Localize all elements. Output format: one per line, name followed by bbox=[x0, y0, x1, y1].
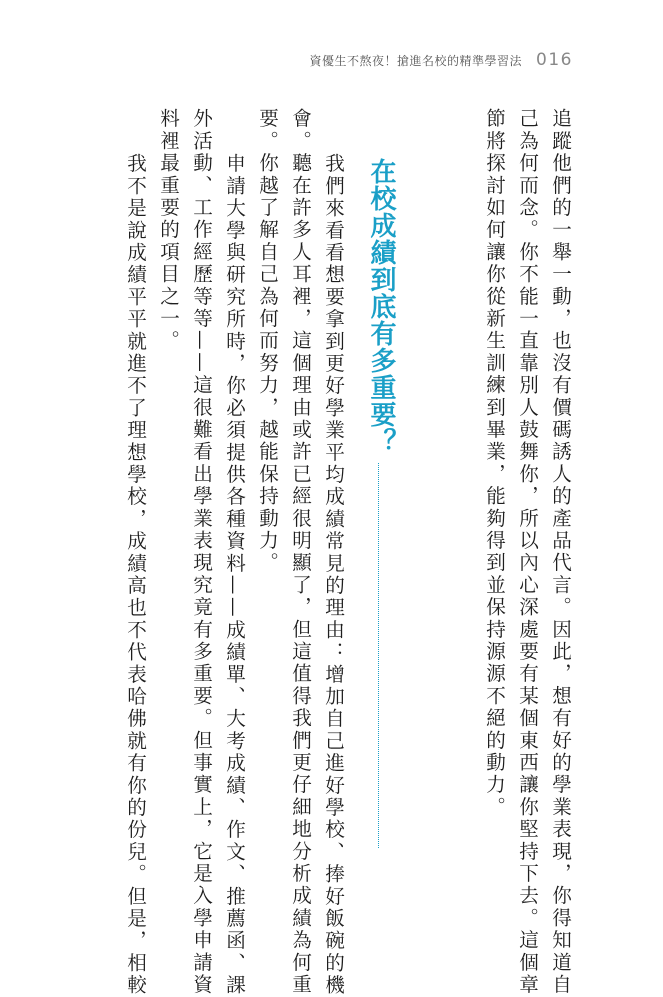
text-column-6: 要。你越了解自己為何而努力，越能保持動力。 bbox=[255, 108, 279, 575]
running-header bbox=[310, 50, 573, 70]
text-column-3: 節將探討如何讓你從新生訓練到畢業，能夠得到並保持源源不絕的動力。 bbox=[482, 108, 506, 819]
book-title: 資優生不熬夜！搶進名校的精準學習法 bbox=[309, 54, 523, 68]
text-column-10: 我不是說成績平平就進不了理想學校，成績高也不代表哈佛就有你的份兒。但是，相較 bbox=[123, 153, 147, 997]
heading-dotted-rule bbox=[378, 463, 379, 848]
section-heading: 在校成績到底有多重要？ bbox=[366, 158, 396, 455]
text-column-5: 會。聽在許多人耳裡，這個理由或許已經很明顯了，但這值得我們更仔細地分析成績為何重 bbox=[288, 108, 312, 996]
text-column-8: 外活動、工作經歷等等——這很難看出學業表現究竟有多重要。但事實上，它是入學申請資 bbox=[189, 108, 213, 996]
text-column-1: 追蹤他們的一舉一動，也沒有價碼誘人的產品代言。因此，想有好的學業表現，你得知道自 bbox=[548, 108, 572, 996]
text-column-7: 申請大學與研究所時，你必須提供各種資料——成績單、大考成績、作文、推薦函、課 bbox=[222, 153, 246, 997]
page-number: 016 bbox=[536, 50, 573, 70]
text-column-2: 己為何而念。你不能一直靠別人鼓舞你，所以內心深處要有某個東西讓你堅持下去。這個章 bbox=[515, 108, 539, 996]
text-column-4: 我們來看看想要拿到更好學業平均成績常見的理由：增加自己進好學校、捧好飯碗的機 bbox=[321, 153, 345, 997]
text-column-9: 料裡最重要的項目之一。 bbox=[156, 108, 180, 353]
